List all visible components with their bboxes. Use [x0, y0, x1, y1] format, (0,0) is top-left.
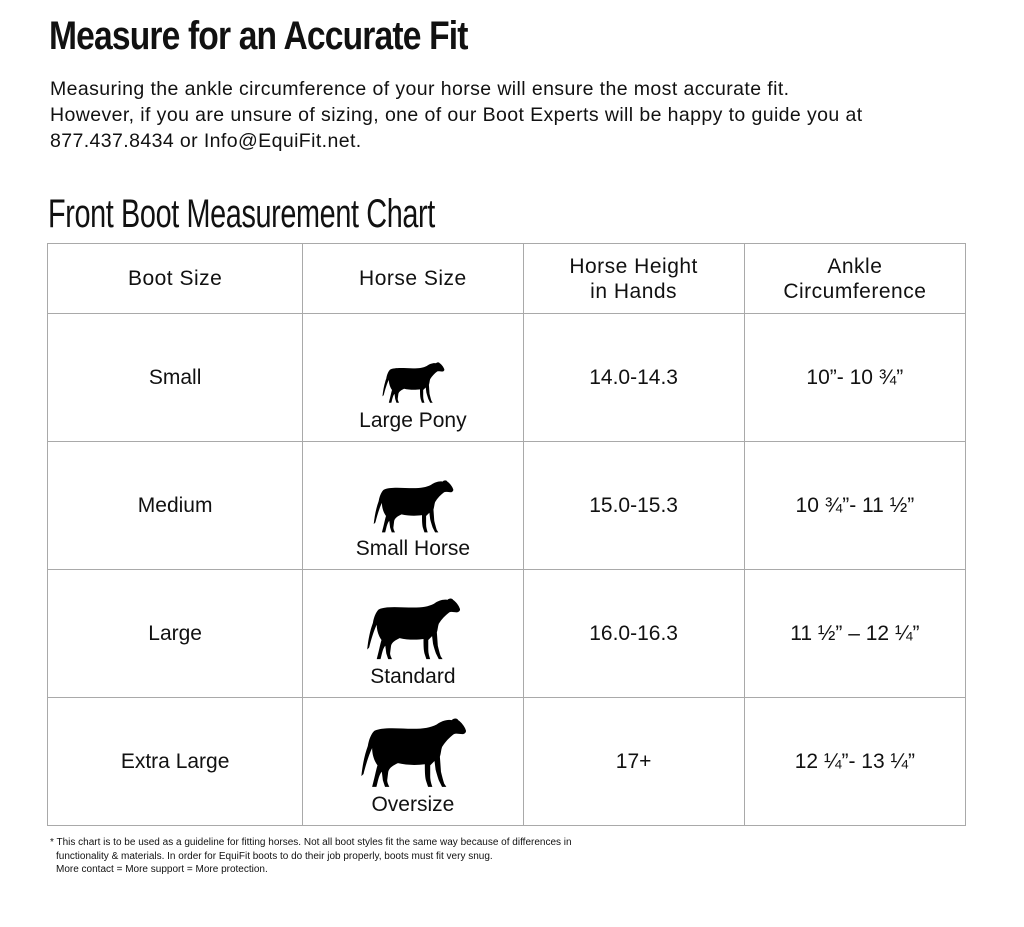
horse-height-cell: 14.0-14.3: [523, 314, 744, 442]
footnote-line: functionality & materials. In order for EquiFit boots to do their job properly, boots must fit very snug.: [56, 850, 493, 862]
ankle-circumference-cell: 10 ¾”- 11 ½”: [744, 442, 965, 570]
table-row: [48, 698, 966, 826]
intro-line: 877.437.8434 or Info@EquiFit.net.: [50, 130, 362, 152]
ankle-circumference-cell: 11 ½” – 12 ¼”: [744, 570, 965, 698]
boot-size-cell: Large: [48, 570, 303, 698]
horse-size-cell: [303, 570, 523, 698]
intro-line: However, if you are unsure of sizing, one of our Boot Experts will be happy to guide you at: [50, 104, 863, 126]
horse-height-cell: 17+: [523, 698, 744, 826]
chart-title: Front Boot Measurement Chart: [48, 192, 435, 236]
horse-size-label: Oversize: [371, 793, 455, 816]
footnote-line: * This chart is to be used as a guideline for fitting horses. Not all boot styles fit the same way because of differences in: [50, 837, 572, 848]
horse-silhouette-icon: [303, 362, 522, 404]
measurement-table: [47, 243, 966, 826]
page-title: Measure for an Accurate Fit: [49, 14, 468, 58]
table-row: [48, 442, 966, 570]
horse-height-cell: 16.0-16.3: [523, 570, 744, 698]
header-boot-size: Boot Size: [48, 244, 303, 314]
ankle-circumference-cell: 12 ¼”- 13 ¼”: [744, 698, 965, 826]
intro-line: Measuring the ankle circumference of your horse will ensure the most accurate fit.: [50, 78, 790, 100]
ankle-circumference-cell: 10”- 10 ¾”: [744, 314, 965, 442]
footnote: [50, 836, 572, 877]
footnote-line: More contact = More support = More protection.: [56, 864, 268, 875]
intro-paragraph: [50, 76, 1000, 154]
boot-size-cell: Medium: [48, 442, 303, 570]
table-header-row: [48, 244, 966, 314]
boot-size-cell: Small: [48, 314, 303, 442]
horse-silhouette-icon: [303, 598, 522, 661]
horse-size-cell: [303, 442, 523, 570]
horse-silhouette-icon: [303, 480, 522, 534]
horse-size-label: Small Horse: [355, 537, 471, 560]
table-row: [48, 570, 966, 698]
table-row: [48, 314, 966, 442]
horse-size-label: Large Pony: [359, 409, 467, 432]
horse-silhouette-icon: [303, 718, 522, 789]
horse-size-label: Standard: [370, 665, 456, 688]
header-horse-size: Horse Size: [303, 244, 523, 314]
horse-height-cell: 15.0-15.3: [523, 442, 744, 570]
horse-size-cell: [303, 698, 523, 826]
header-horse-height: Horse Height in Hands: [523, 244, 744, 314]
boot-size-cell: Extra Large: [48, 698, 303, 826]
horse-size-cell: [303, 314, 523, 442]
header-ankle-circumference: Ankle Circumference: [744, 244, 965, 314]
